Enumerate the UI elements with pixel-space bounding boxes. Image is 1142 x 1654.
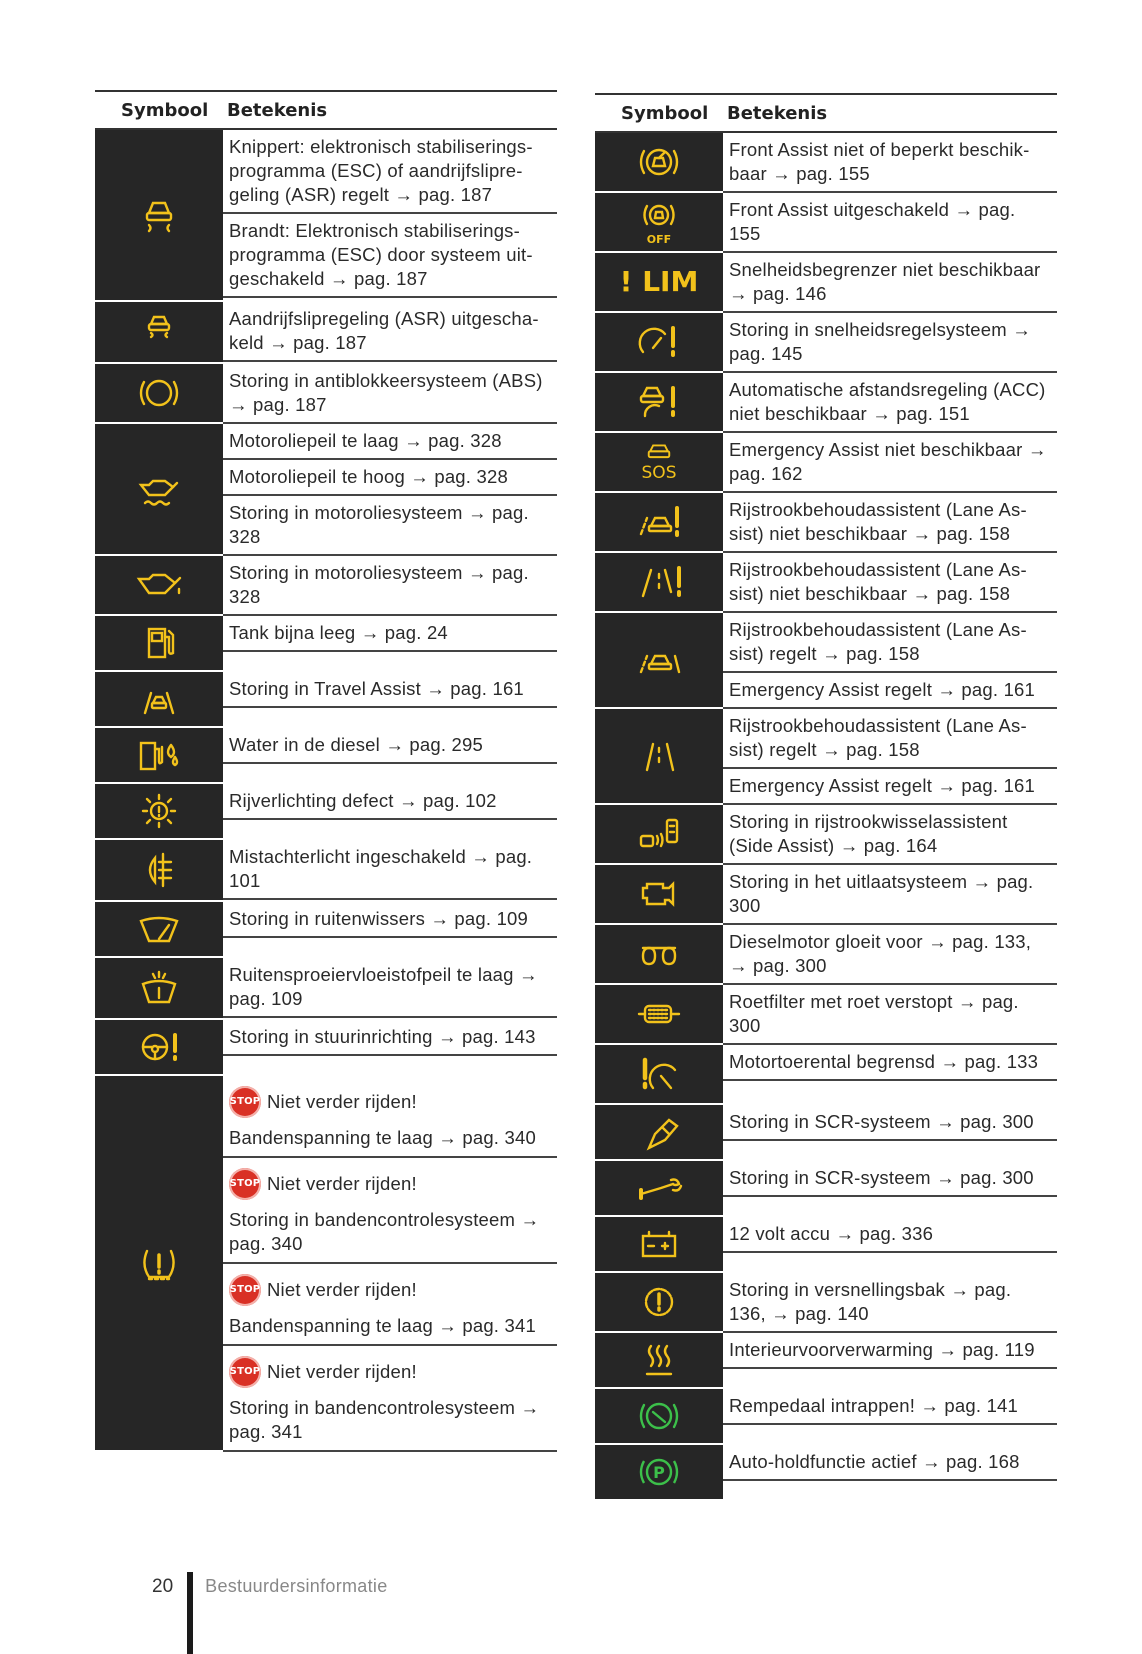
meaning-text: Aandrijfslipregeling (ASR) uitgescha-keld → pag. 187 xyxy=(223,302,557,362)
stop-warning-text: Niet verder rijden! xyxy=(267,1361,417,1382)
meaning-cell xyxy=(723,709,1057,805)
abs-icon-graphic xyxy=(135,373,183,413)
tire-pressure-group xyxy=(95,1076,557,1452)
stop-sign-icon: STOP xyxy=(229,1168,261,1200)
emergency-assist-sos-icon-graphic: SOS xyxy=(641,463,677,483)
table-row xyxy=(95,302,557,364)
meaning-text: Storing in motoroliesysteem → pag. 328 xyxy=(223,556,557,616)
washer-fluid-icon xyxy=(95,958,223,1020)
stop-warning xyxy=(229,1168,549,1200)
fuel-icon xyxy=(95,616,223,672)
table-row xyxy=(595,1161,1057,1217)
meaning-text: Storing in het uitlaatsysteem → pag. 300 xyxy=(723,865,1057,925)
meaning-text: Rijverlichting defect → pag. 102 xyxy=(223,784,557,820)
meaning-text: Emergency Assist regelt → pag. 161 xyxy=(723,769,1057,805)
meaning-cell xyxy=(723,133,1057,193)
glow-plug-icon-graphic xyxy=(635,934,683,974)
meaning-text: Storing in bandencontrolesysteem → pag. 340 xyxy=(229,1209,540,1254)
meaning-text: Roetfilter met roet verstopt → pag. 300 xyxy=(723,985,1057,1045)
table-row xyxy=(595,865,1057,925)
table-row xyxy=(595,133,1057,193)
emergency-assist-sos-icon xyxy=(595,433,723,493)
table-row xyxy=(595,1389,1057,1445)
meaning-cell xyxy=(723,1105,1057,1161)
wiper-icon-graphic xyxy=(135,909,183,949)
meaning-text: Tank bijna leeg → pag. 24 xyxy=(223,616,557,652)
table-row xyxy=(595,1217,1057,1273)
meaning-text: Front Assist niet of beperkt beschik-baar → pag. 155 xyxy=(723,133,1057,193)
meaning-text: 12 volt accu → pag. 336 xyxy=(723,1217,1057,1253)
meaning-text: Mistachterlicht ingeschakeld → pag. 101 xyxy=(223,840,557,900)
section-title: Bestuurdersinformatie xyxy=(205,1576,388,1596)
side-assist-icon xyxy=(595,805,723,865)
acc-icon xyxy=(595,373,723,433)
asr-off-icon xyxy=(95,302,223,364)
lane-assist-car-icon xyxy=(595,493,723,553)
meaning-text: Brandt: Elektronisch stabiliserings-programma (ESC) door systeem uit-geschakeld → pag. 187 xyxy=(223,214,557,298)
meaning-text: Storing in snelheidsregelsysteem → pag. 145 xyxy=(723,313,1057,373)
meaning-cell xyxy=(723,985,1057,1045)
meaning-cell xyxy=(723,253,1057,313)
stop-sign-icon: STOP xyxy=(229,1086,261,1118)
meaning-cell xyxy=(723,493,1057,553)
page-number: 20 xyxy=(152,1576,174,1597)
wrench-icon xyxy=(595,1161,723,1217)
right-rows xyxy=(595,133,1057,1501)
stop-warning-text: Niet verder rijden! xyxy=(267,1091,417,1112)
front-assist-off-icon-graphic xyxy=(635,199,683,246)
meaning-text: Interieurvoorverwarming → pag. 119 xyxy=(723,1333,1057,1369)
table-row xyxy=(95,1020,557,1076)
table-row xyxy=(595,1445,1057,1501)
tire-entry xyxy=(223,1158,557,1264)
left-rows xyxy=(95,130,557,1076)
meaning-cell xyxy=(723,865,1057,925)
meaning-text: Dieselmotor gloeit voor → pag. 133, → pag. 300 xyxy=(723,925,1057,985)
meaning-cell xyxy=(723,1445,1057,1501)
meaning-cell xyxy=(723,373,1057,433)
meaning-text: Automatische afstandsregeling (ACC) niet beschikbaar → pag. 151 xyxy=(723,373,1057,433)
meaning-cell xyxy=(723,1333,1057,1389)
light-defect-icon-graphic xyxy=(135,791,183,831)
meaning-text: Storing in stuurinrichting → pag. 143 xyxy=(223,1020,557,1056)
battery-icon-graphic xyxy=(635,1224,683,1264)
meaning-text: Storing in motoroliesysteem → pag. 328 xyxy=(223,496,557,556)
table-row xyxy=(595,709,1057,805)
front-assist-icon-graphic xyxy=(635,142,683,182)
table-row xyxy=(595,1045,1057,1105)
oil-level-icon-graphic xyxy=(135,469,183,509)
meaning-cell xyxy=(223,902,557,958)
meaning-cell xyxy=(723,1217,1057,1273)
table-row xyxy=(595,985,1057,1045)
water-in-diesel-icon xyxy=(95,728,223,784)
table-row xyxy=(595,313,1057,373)
left-table xyxy=(95,90,557,1452)
table-row xyxy=(95,902,557,958)
meaning-text: Storing in SCR-systeem → pag. 300 xyxy=(723,1105,1057,1141)
wrench-icon-graphic xyxy=(635,1168,683,1208)
meaning-text: Snelheidsbegrenzer niet beschikbaar → pag. 146 xyxy=(723,253,1057,313)
front-assist-off-icon-graphic: OFF xyxy=(646,232,672,246)
front-assist-off-icon xyxy=(595,193,723,253)
meaning-cell xyxy=(223,130,557,302)
rpm-limit-icon xyxy=(595,1045,723,1105)
table-row xyxy=(95,840,557,902)
meaning-text: Storing in SCR-systeem → pag. 300 xyxy=(723,1161,1057,1197)
cruise-fault-icon xyxy=(595,313,723,373)
oil-can-icon-graphic xyxy=(135,565,183,605)
tire-entry xyxy=(223,1346,557,1452)
meaning-text: Storing in ruitenwissers → pag. 109 xyxy=(223,902,557,938)
engine-icon-graphic xyxy=(635,874,683,914)
particle-filter-icon xyxy=(595,985,723,1045)
meaning-text: Emergency Assist niet beschikbaar → pag. 162 xyxy=(723,433,1057,493)
meaning-text: Rijstrookbehoudassistent (Lane As-sist) niet beschikbaar → pag. 158 xyxy=(723,553,1057,613)
esc-skid-icon-graphic xyxy=(135,195,183,235)
meaning-cell xyxy=(223,840,557,902)
meaning-text: Knippert: elektronisch stabiliserings-programma (ESC) of aandrijfslipre-geling (ASR) regelt → pag. 187 xyxy=(223,130,557,214)
tire-pressure-icon xyxy=(95,1076,223,1452)
lane-assist-active-icon-graphic xyxy=(635,736,683,776)
side-assist-icon-graphic xyxy=(635,814,683,854)
table-row xyxy=(595,1105,1057,1161)
table-row xyxy=(95,784,557,840)
emergency-assist-sos-icon-graphic xyxy=(641,441,677,483)
tire-entry xyxy=(223,1076,557,1158)
cruise-fault-icon-graphic xyxy=(635,322,683,362)
meaning-cell xyxy=(723,433,1057,493)
meaning-text: Motortoerental begrensd → pag. 133 xyxy=(723,1045,1057,1081)
meaning-cell xyxy=(223,958,557,1020)
stop-warning xyxy=(229,1274,549,1306)
rear-fog-icon xyxy=(95,840,223,902)
header-meaning: Betekenis xyxy=(727,102,828,124)
steering-icon xyxy=(95,1020,223,1076)
table-row xyxy=(595,373,1057,433)
table-row xyxy=(595,433,1057,493)
meaning-text: Rijstrookbehoudassistent (Lane As-sist) niet beschikbaar → pag. 158 xyxy=(723,493,1057,553)
particle-filter-icon-graphic xyxy=(635,994,683,1034)
meaning-text: Motoroliepeil te hoog → pag. 328 xyxy=(223,460,557,496)
stop-sign-icon: STOP xyxy=(229,1356,261,1388)
meaning-cell xyxy=(223,728,557,784)
table-row xyxy=(595,493,1057,553)
brake-pedal-icon xyxy=(595,1389,723,1445)
meaning-text: Bandenspanning te laag → pag. 340 xyxy=(229,1127,536,1148)
stop-sign-icon: STOP xyxy=(229,1274,261,1306)
table-header xyxy=(595,93,1057,133)
meaning-text: Rijstrookbehoudassistent (Lane As-sist) regelt → pag. 158 xyxy=(723,709,1057,769)
table-row xyxy=(595,253,1057,313)
washer-fluid-icon-graphic xyxy=(135,968,183,1008)
gearbox-icon-graphic xyxy=(635,1282,683,1322)
stop-warning-text: Niet verder rijden! xyxy=(267,1173,417,1194)
meaning-cell xyxy=(223,784,557,840)
meaning-cell xyxy=(223,556,557,616)
table-row xyxy=(595,613,1057,709)
battery-icon xyxy=(595,1217,723,1273)
emergency-assist-sos-icon-graphic xyxy=(641,441,677,463)
scr-nozzle-icon-graphic xyxy=(635,1112,683,1152)
table-row xyxy=(95,672,557,728)
lane-assist-icon xyxy=(595,553,723,613)
meaning-text: Auto-holdfunctie actief → pag. 168 xyxy=(723,1445,1057,1481)
meaning-cell xyxy=(223,616,557,672)
table-row xyxy=(595,925,1057,985)
meaning-text: Bandenspanning te laag → pag. 341 xyxy=(229,1315,536,1336)
meaning-text: Storing in rijstrookwisselassistent (Side Assist) → pag. 164 xyxy=(723,805,1057,865)
table-row xyxy=(595,553,1057,613)
scr-nozzle-icon xyxy=(595,1105,723,1161)
steering-icon-graphic xyxy=(135,1027,183,1067)
fuel-icon-graphic xyxy=(135,623,183,663)
stop-warning-text: Niet verder rijden! xyxy=(267,1279,417,1300)
tire-entry xyxy=(223,1264,557,1346)
meaning-cell xyxy=(223,1020,557,1076)
water-in-diesel-icon-graphic xyxy=(135,735,183,775)
tire-pressure-graphic xyxy=(135,1243,183,1283)
table-row xyxy=(95,424,557,556)
gearbox-icon xyxy=(595,1273,723,1333)
auto-hold-icon xyxy=(595,1445,723,1501)
meaning-cell xyxy=(723,805,1057,865)
meaning-text: Storing in versnellingsbak → pag. 136, → pag. 140 xyxy=(723,1273,1057,1333)
lane-assist-active-car-icon xyxy=(595,613,723,709)
lane-assist-active-icon xyxy=(595,709,723,805)
page-footer xyxy=(152,1576,388,1654)
meaning-cell xyxy=(223,424,557,556)
speed-limiter-label: ! LIM xyxy=(619,265,699,298)
oil-can-icon xyxy=(95,556,223,616)
header-meaning: Betekenis xyxy=(227,99,328,121)
meaning-text: Rijstrookbehoudassistent (Lane As-sist) regelt → pag. 158 xyxy=(723,613,1057,673)
header-symbol: Symbool xyxy=(121,99,209,121)
stop-warning xyxy=(229,1356,549,1388)
right-table xyxy=(595,93,1057,1501)
meaning-cell xyxy=(723,1273,1057,1333)
meaning-cell xyxy=(223,302,557,364)
lane-assist-car-icon-graphic xyxy=(635,502,683,542)
travel-assist-icon-graphic xyxy=(135,679,183,719)
table-row xyxy=(95,616,557,672)
lane-assist-icon-graphic xyxy=(635,562,683,602)
engine-icon xyxy=(595,865,723,925)
rear-fog-icon-graphic xyxy=(135,850,183,890)
wiper-icon xyxy=(95,902,223,958)
table-row xyxy=(95,556,557,616)
meaning-cell xyxy=(723,613,1057,709)
meaning-text: Rempedaal intrappen! → pag. 141 xyxy=(723,1389,1057,1425)
table-header xyxy=(95,90,557,130)
meaning-cell xyxy=(723,1045,1057,1105)
abs-icon xyxy=(95,364,223,424)
table-row xyxy=(95,364,557,424)
meaning-text: Storing in antiblokkeersysteem (ABS) → pag. 187 xyxy=(223,364,557,424)
stop-warning xyxy=(229,1086,549,1118)
meaning-text: Emergency Assist regelt → pag. 161 xyxy=(723,673,1057,709)
footer-divider xyxy=(187,1572,193,1654)
oil-level-icon xyxy=(95,424,223,556)
esc-skid-icon xyxy=(95,130,223,302)
meaning-text: Storing in Travel Assist → pag. 161 xyxy=(223,672,557,708)
rpm-limit-icon-graphic xyxy=(635,1054,683,1094)
tire-entries xyxy=(223,1076,557,1452)
meaning-cell xyxy=(723,925,1057,985)
table-row xyxy=(95,958,557,1020)
meaning-text: Storing in bandencontrolesysteem → pag. 341 xyxy=(229,1397,540,1442)
meaning-text: Front Assist uitgeschakeld → pag. 155 xyxy=(723,193,1057,253)
meaning-text: Motoroliepeil te laag → pag. 328 xyxy=(223,424,557,460)
auto-hold-icon-graphic xyxy=(635,1452,683,1492)
travel-assist-icon xyxy=(95,672,223,728)
asr-off-icon-graphic xyxy=(135,312,183,352)
brake-pedal-icon-graphic xyxy=(635,1396,683,1436)
table-row xyxy=(595,193,1057,253)
table-row xyxy=(95,728,557,784)
meaning-text: Water in de diesel → pag. 295 xyxy=(223,728,557,764)
meaning-cell xyxy=(723,1389,1057,1445)
header-symbol: Symbool xyxy=(621,102,709,124)
speed-limiter-icon xyxy=(595,253,723,313)
meaning-cell xyxy=(223,672,557,728)
meaning-text: Ruitensproeiervloeistofpeil te laag → pag. 109 xyxy=(223,958,557,1018)
table-row xyxy=(95,130,557,302)
svg-text:P: P xyxy=(653,1463,665,1482)
meaning-cell xyxy=(223,364,557,424)
meaning-cell xyxy=(723,313,1057,373)
meaning-cell xyxy=(723,553,1057,613)
lane-assist-active-car-icon-graphic xyxy=(635,640,683,680)
interior-heating-icon xyxy=(595,1333,723,1389)
front-assist-icon xyxy=(595,133,723,193)
table-row xyxy=(595,1333,1057,1389)
acc-icon-graphic xyxy=(635,382,683,422)
meaning-cell xyxy=(723,1161,1057,1217)
meaning-cell xyxy=(723,193,1057,253)
light-defect-icon xyxy=(95,784,223,840)
glow-plug-icon xyxy=(595,925,723,985)
table-row xyxy=(595,805,1057,865)
table-row xyxy=(595,1273,1057,1333)
interior-heating-icon-graphic xyxy=(635,1340,683,1380)
